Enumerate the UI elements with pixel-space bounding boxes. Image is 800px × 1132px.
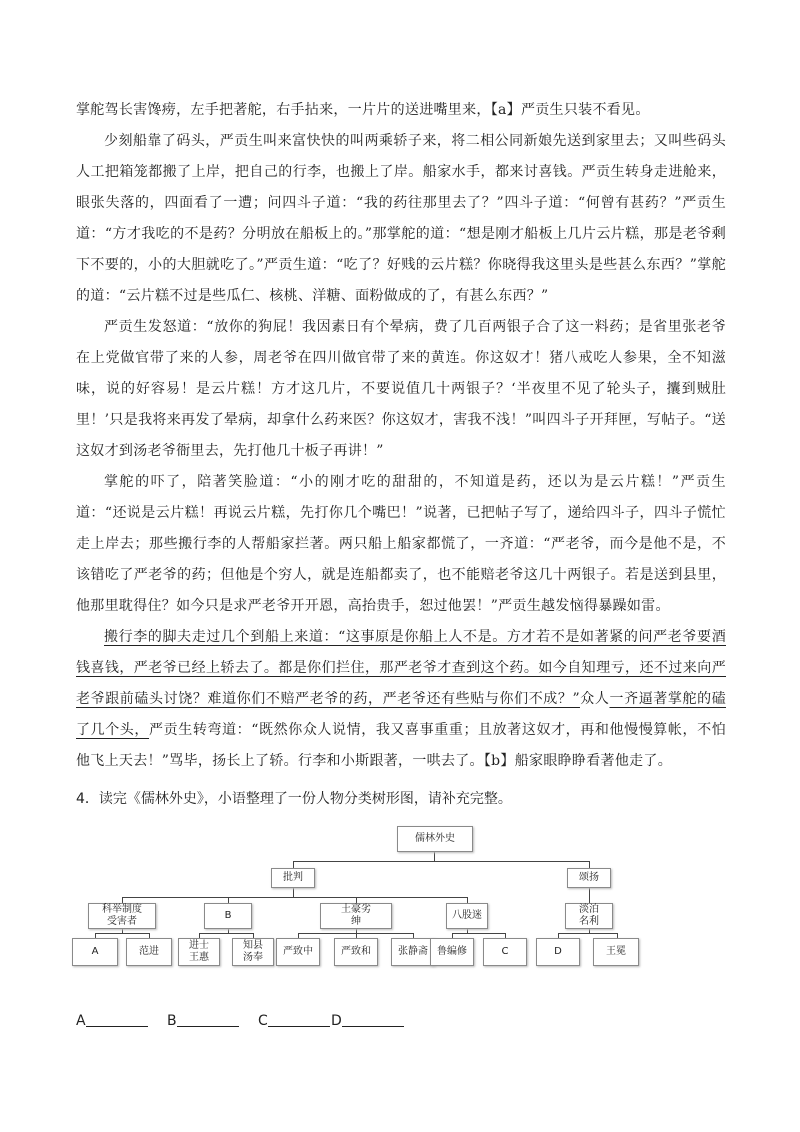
passage-paragraph-5: [76, 622, 726, 777]
tree-leaf-c: C: [483, 938, 527, 966]
answer-blank-a[interactable]: [86, 1012, 148, 1027]
connector-line: [452, 933, 506, 934]
connector-line: [293, 861, 294, 868]
connector-line: [589, 861, 590, 868]
tree-root-node: 儒林外史: [397, 826, 473, 852]
answer-d: [331, 1012, 404, 1029]
passage-paragraph-4: 掌舵的吓了，陪著笑脸道：“小的刚才吃的甜甜的，不知道是药，还以为是云片糕！”严贡生道：“还说是云片糕！再说云片糕，先打你几个嘴巴！”说著，已把帖子写了，递给四斗子，四斗子慌忙走上岸去；那些搬行李的人帮船家拦著。两只船上船家都慌了，一齐道：“严老爷，而今是他不是，不该错吃了严老爷的药；但他是个穷人，就是连船都卖了，也不能赔老爷这几十两银子。若是送到县里，他那里耽得住？如今只是求严老爷开开恩，高抬贵手，恕过他罢！”严贡生越发恼得暴躁如雷。: [76, 474, 726, 614]
answer-label-c: C: [258, 1013, 268, 1029]
tree-leaf-yan-zhihe: 严致和: [334, 938, 378, 966]
answer-c: [258, 1012, 330, 1029]
tree-node-local-tyrants: 土豪劣 绅: [320, 903, 392, 929]
tree-leaf-wang-mian: 王冕: [593, 938, 639, 966]
tree-node-eight-legged-fans: 八股迷: [446, 903, 488, 929]
connector-line: [558, 933, 618, 934]
tree-node-indifferent-to-fame: 淡泊 名利: [565, 903, 613, 929]
passage-paragraph-1: 掌舵驾长害馋痨，左手把著舵，右手拈来，一片片的送进嘴里来，【a】严贡生只装不看见。: [76, 102, 650, 118]
connector-line: [95, 933, 150, 934]
connector-line: [293, 861, 590, 862]
connector-line: [589, 888, 590, 903]
tree-node-exam-victims: 科举制度 受害者: [88, 903, 156, 929]
answer-a: [76, 1012, 148, 1029]
tree-leaf-lu-bianxiu: 鲁编修: [430, 938, 474, 966]
answer-label-d: D: [331, 1013, 342, 1029]
tree-leaf-tang-feng: 知县 汤奉: [232, 938, 274, 966]
answer-b: [167, 1012, 239, 1029]
tree-leaf-fan-jin: 范进: [126, 938, 172, 966]
answer-blank-d[interactable]: [342, 1012, 404, 1027]
connector-line: [293, 888, 294, 897]
answer-label-a: A: [76, 1013, 86, 1029]
tree-leaf-wang-hui: 进士 王惠: [178, 938, 220, 966]
passage-paragraph-3: 严贡生发怒道：“放你的狗屁！我因素日有个晕病，费了几百两银子合了这一料药；是省里张老爷在上党做官带了来的人参，周老爷在四川做官带了来的黄连。你这奴才！猪八戒吃人参果，全不知滋味，说的好容易！是云片糕！方才这几片，不要说值几十两银子？‘半夜里不见了轮头子，攮到贼肚里！’只是我将来再发了晕病，却拿什么药来医？你这奴才，害我不浅！”叫四斗子开拜匣，写帖子。“送这奴才到汤老爷衙里去，先打他几十板子再讲！”: [76, 319, 726, 459]
tree-node-b: B: [204, 903, 252, 929]
question-4: 4．读完《儒林外史》，小语整理了一份人物分类树形图，请补充完整。: [76, 791, 512, 807]
tree-leaf-yan-zhizhong: 严致中: [276, 938, 320, 966]
answer-label-b: B: [167, 1013, 177, 1029]
tree-node-criticize: 批判: [271, 868, 315, 888]
passage-paragraph-2: 少刻船靠了码头，严贡生叫来富快快的叫两乘轿子来，将二相公同新娘先送到家里去；又叫些码头人工把箱笼都搬了上岸，把自己的行李，也搬上了岸。船家水手，都来讨喜钱。严贡生转身走进舱来，眼张失落的，四面看了一遭；问四斗子道：“我的药往那里去了？”四斗子道：“何曾有甚药？”严贡生道：“方才我吃的不是药？分明放在船板上的。”那掌舵的道：“想是刚才船板上几片云片糕，那是老爷剩下不要的，小的大胆就吃了。”严贡生道：“吃了？好贱的云片糕？你晓得我这里头是些甚么东西？”掌舵的道：“云片糕不过是些瓜仁、核桃、洋糖、面粉做成的了，有甚么东西？”: [76, 133, 726, 304]
passage-text: 众人: [579, 691, 610, 707]
connector-line: [434, 852, 435, 861]
tree-leaf-d: D: [536, 938, 580, 966]
tree-leaf-zhang-jingzhai: 张静斋: [391, 938, 435, 966]
tree-node-praise: 颂扬: [567, 868, 611, 888]
passage-text: 严贡生转弯道：“既然你众人说情，我又喜事重重；且放著这奴才，再和他慢慢算帐，不怕他飞上天去！”骂毕，扬长上了轿。行李和小斯跟著，一哄去了。【b】船家眼睁睁看著他走了。: [76, 722, 727, 769]
connector-line: [199, 933, 254, 934]
tree-leaf-a: A: [72, 938, 118, 966]
connector-line: [122, 897, 468, 898]
underlined-passage-2: 一齐逼著掌舵的磕了几个头，: [76, 691, 727, 738]
answer-blank-b[interactable]: [177, 1012, 239, 1027]
answer-blank-c[interactable]: [268, 1012, 330, 1027]
underlined-passage-1: 搬行李的脚夫走过几个到船上来道：“这事原是你船上人不是。方才若不是如著紧的问严老爷要酒钱喜钱，严老爷已经上轿去了。都是你们拦住，那严老爷才查到这个药。如今自知理亏，还不过来向严老爷跟前磕头讨饶？难道你们不赔严老爷的药，严老爷还有些贴与你们不成？”: [76, 629, 726, 707]
